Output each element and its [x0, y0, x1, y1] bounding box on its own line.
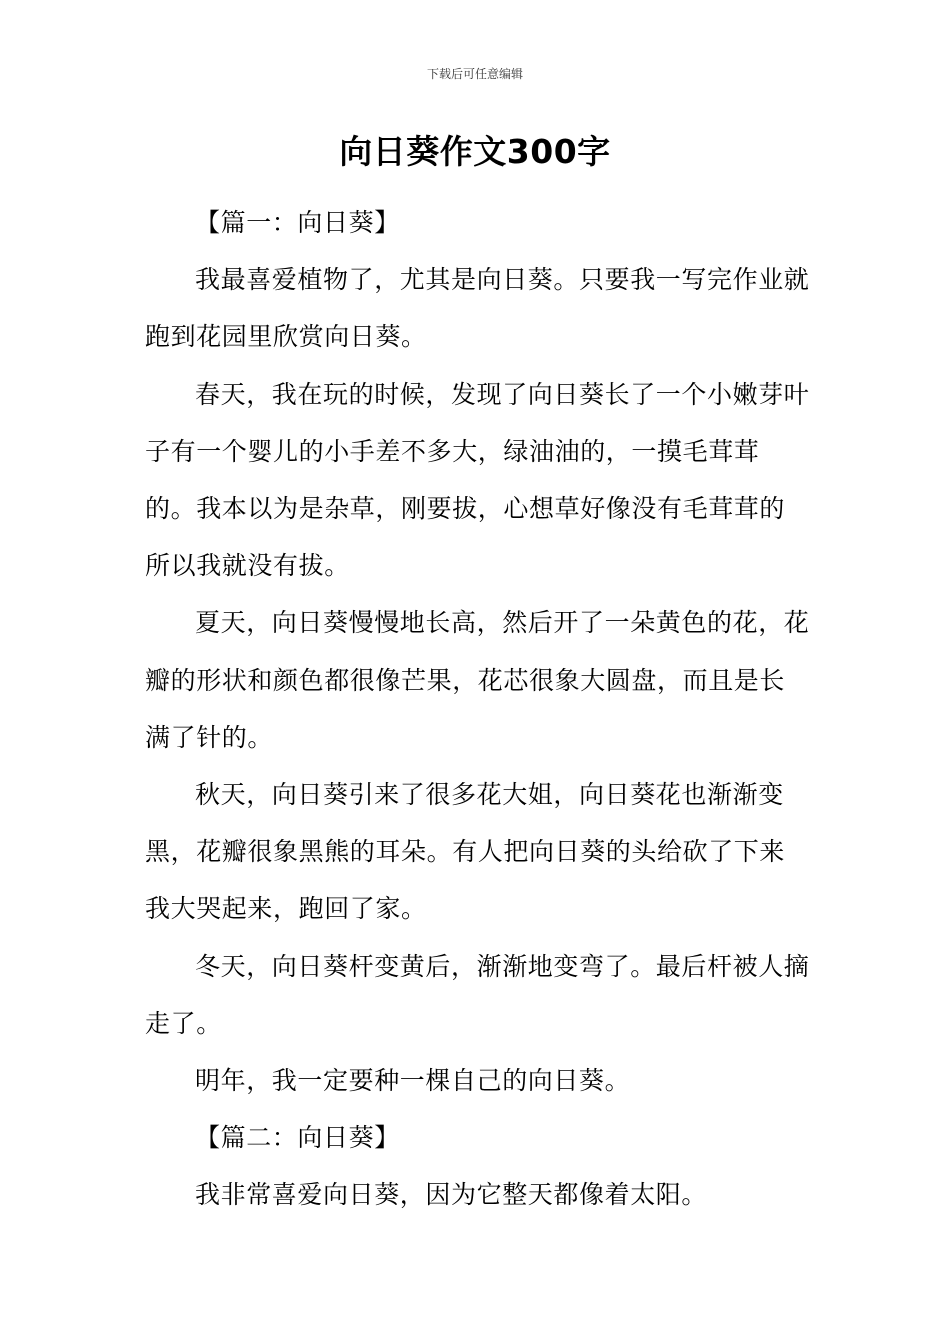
paragraph-autumn: 秋天，向日葵引来了很多花大姐，向日葵花也渐渐变黑，花瓣很象黑熊的耳朵。有人把向日葵的头给砍了下来我大哭起来，跑回了家。 — [145, 780, 786, 924]
paragraph-essay2-intro: 我非常喜爱向日葵，因为它整天都像着太阳。 — [195, 1180, 708, 1210]
essay-body — [145, 194, 810, 1224]
paragraph-next-year: 明年，我一定要种一棵自己的向日葵。 — [195, 1066, 631, 1096]
header-note: 下载后可任意编辑 — [426, 67, 523, 81]
paragraph-summer: 夏天，向日葵慢慢地长高，然后开了一朵黄色的花，花瓣的形状和颜色都很像芒果，花芯很象大圆盘，而且是长满了针的。 — [145, 608, 810, 752]
section-heading-1: 【篇一：向日葵】 — [195, 208, 400, 237]
paragraph-intro: 我最喜爱植物了，尤其是向日葵。只要我一写完作业就跑到花园里欣赏向日葵。 — [145, 265, 810, 352]
page-title: 向日葵作文300字 — [339, 132, 611, 171]
paragraph-winter: 冬天，向日葵杆变黄后，渐渐地变弯了。最后杆被人摘走了。 — [145, 951, 810, 1038]
section-heading-2: 【篇二：向日葵】 — [195, 1123, 400, 1153]
paragraph-spring: 春天，我在玩的时候，发现了向日葵长了一个小嫩芽叶子有一个婴儿的小手差不多大，绿油油的，一摸毛茸茸的。我本以为是杂草，刚要拔，心想草好像没有毛茸茸的所以我就没有拔。 — [145, 379, 810, 581]
